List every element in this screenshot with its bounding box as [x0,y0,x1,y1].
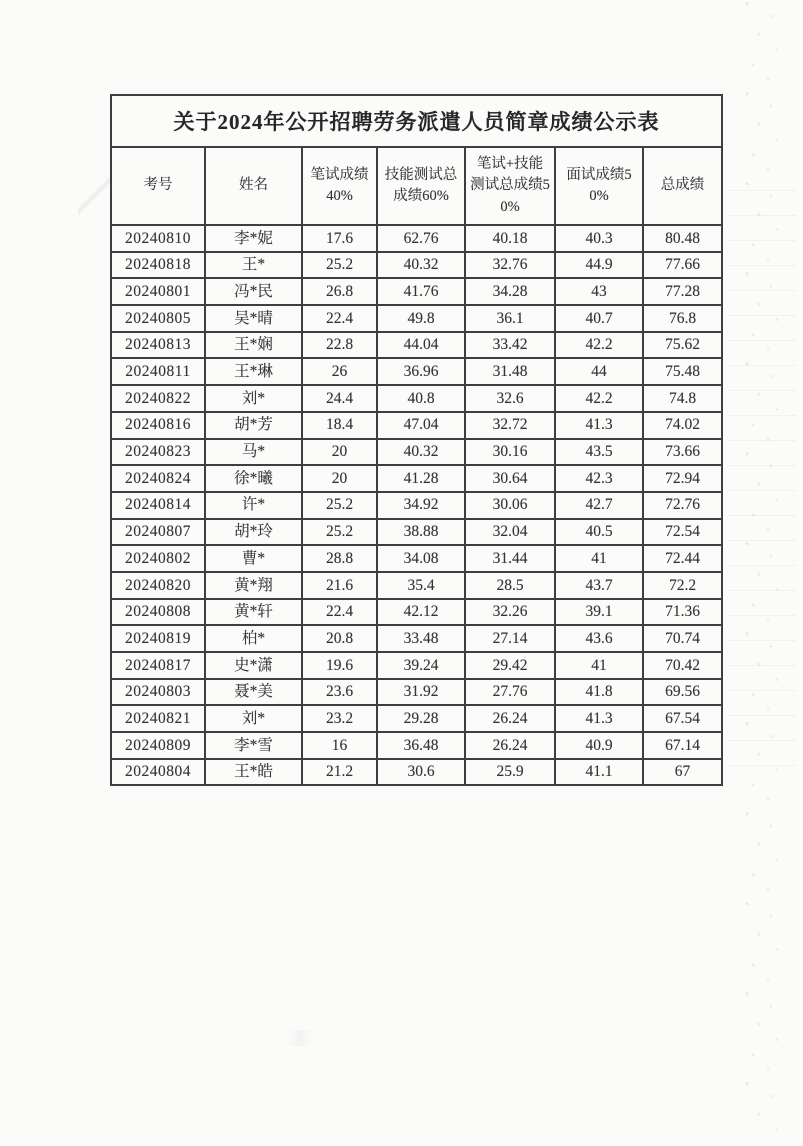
cell-interview-score: 41.3 [555,412,643,439]
cell-name: 吴*晴 [205,305,302,332]
cell-skill-score: 35.4 [377,572,465,599]
cell-skill-score: 33.48 [377,625,465,652]
cell-name: 黄*轩 [205,599,302,626]
cell-written-score: 25.2 [302,252,377,279]
cell-exam-number: 20240816 [111,412,205,439]
table-row [111,625,722,652]
scan-artifact-bottom-smudge [240,1030,360,1046]
cell-exam-number: 20240818 [111,252,205,279]
cell-written-score: 25.2 [302,519,377,546]
cell-skill-score: 41.28 [377,465,465,492]
cell-name: 聂*美 [205,679,302,706]
cell-interview-score: 41.1 [555,759,643,786]
table-row [111,465,722,492]
cell-skill-score: 47.04 [377,412,465,439]
cell-exam-number: 20240820 [111,572,205,599]
cell-skill-score: 62.76 [377,225,465,252]
column-header-total-score: 总成绩 [643,147,722,225]
cell-written-skill-score: 32.26 [465,599,555,626]
cell-exam-number: 20240817 [111,652,205,679]
cell-written-skill-score: 30.06 [465,492,555,519]
cell-interview-score: 39.1 [555,599,643,626]
cell-written-skill-score: 32.6 [465,385,555,412]
table-row [111,278,722,305]
cell-skill-score: 41.76 [377,278,465,305]
cell-written-score: 20 [302,439,377,466]
cell-exam-number: 20240803 [111,679,205,706]
cell-written-skill-score: 26.24 [465,705,555,732]
table-row [111,305,722,332]
cell-name: 史*潇 [205,652,302,679]
cell-total-score: 67.14 [643,732,722,759]
cell-exam-number: 20240819 [111,625,205,652]
cell-name: 刘* [205,705,302,732]
cell-written-score: 20.8 [302,625,377,652]
cell-interview-score: 42.2 [555,385,643,412]
cell-written-score: 22.4 [302,305,377,332]
cell-written-skill-score: 32.72 [465,412,555,439]
table-row [111,759,722,786]
cell-name: 王*琳 [205,358,302,385]
cell-interview-score: 42.3 [555,465,643,492]
cell-skill-score: 29.28 [377,705,465,732]
cell-exam-number: 20240813 [111,332,205,359]
table-row [111,492,722,519]
cell-exam-number: 20240807 [111,519,205,546]
table-row [111,332,722,359]
cell-skill-score: 40.32 [377,439,465,466]
cell-interview-score: 40.9 [555,732,643,759]
cell-interview-score: 42.7 [555,492,643,519]
cell-total-score: 74.8 [643,385,722,412]
cell-skill-score: 34.08 [377,545,465,572]
cell-interview-score: 40.3 [555,225,643,252]
cell-written-skill-score: 30.64 [465,465,555,492]
cell-written-score: 16 [302,732,377,759]
cell-total-score: 72.44 [643,545,722,572]
cell-written-score: 22.4 [302,599,377,626]
cell-interview-score: 43.7 [555,572,643,599]
table-header-row [111,147,722,225]
scan-artifact-right-specks [735,0,801,1140]
column-header-exam-number: 考号 [111,147,205,225]
score-table-body [111,225,722,785]
cell-skill-score: 31.92 [377,679,465,706]
table-row [111,439,722,466]
cell-written-skill-score: 40.18 [465,225,555,252]
column-header-skill-score-60: 技能测试总成绩60% [377,147,465,225]
scan-artifact-left-smudge [78,165,112,225]
cell-written-score: 28.8 [302,545,377,572]
cell-name: 冯*民 [205,278,302,305]
cell-name: 黄*翔 [205,572,302,599]
cell-skill-score: 40.32 [377,252,465,279]
cell-total-score: 77.66 [643,252,722,279]
cell-exam-number: 20240802 [111,545,205,572]
cell-name: 胡*芳 [205,412,302,439]
cell-written-score: 24.4 [302,385,377,412]
cell-total-score: 76.8 [643,305,722,332]
cell-total-score: 72.94 [643,465,722,492]
cell-total-score: 74.02 [643,412,722,439]
cell-exam-number: 20240814 [111,492,205,519]
cell-total-score: 72.54 [643,519,722,546]
cell-written-score: 22.8 [302,332,377,359]
cell-total-score: 69.56 [643,679,722,706]
cell-name: 王*皓 [205,759,302,786]
table-row [111,412,722,439]
cell-written-skill-score: 26.24 [465,732,555,759]
cell-exam-number: 20240822 [111,385,205,412]
cell-interview-score: 41 [555,545,643,572]
cell-skill-score: 34.92 [377,492,465,519]
cell-skill-score: 36.96 [377,358,465,385]
column-header-name: 姓名 [205,147,302,225]
cell-written-skill-score: 31.44 [465,545,555,572]
cell-exam-number: 20240811 [111,358,205,385]
cell-exam-number: 20240804 [111,759,205,786]
cell-interview-score: 43.6 [555,625,643,652]
table-row [111,679,722,706]
cell-skill-score: 39.24 [377,652,465,679]
table-row [111,252,722,279]
table-row [111,572,722,599]
cell-written-score: 21.6 [302,572,377,599]
cell-total-score: 73.66 [643,439,722,466]
cell-written-skill-score: 32.76 [465,252,555,279]
cell-written-score: 19.6 [302,652,377,679]
cell-written-score: 23.6 [302,679,377,706]
table-row [111,358,722,385]
table-title-row [111,95,722,147]
cell-name: 柏* [205,625,302,652]
column-header-written-skill-50: 笔试+技能测试总成绩50% [465,147,555,225]
cell-interview-score: 44 [555,358,643,385]
cell-skill-score: 49.8 [377,305,465,332]
cell-written-skill-score: 27.14 [465,625,555,652]
cell-written-skill-score: 29.42 [465,652,555,679]
cell-written-score: 18.4 [302,412,377,439]
cell-written-score: 25.2 [302,492,377,519]
cell-interview-score: 40.7 [555,305,643,332]
cell-interview-score: 44.9 [555,252,643,279]
cell-exam-number: 20240805 [111,305,205,332]
cell-name: 王* [205,252,302,279]
cell-total-score: 67.54 [643,705,722,732]
table-row [111,652,722,679]
cell-written-score: 23.2 [302,705,377,732]
cell-exam-number: 20240801 [111,278,205,305]
scan-artifact-right-streaks [728,190,796,790]
cell-exam-number: 20240809 [111,732,205,759]
cell-total-score: 80.48 [643,225,722,252]
table-row [111,225,722,252]
cell-written-skill-score: 34.28 [465,278,555,305]
cell-exam-number: 20240821 [111,705,205,732]
cell-total-score: 71.36 [643,599,722,626]
cell-exam-number: 20240810 [111,225,205,252]
cell-skill-score: 42.12 [377,599,465,626]
cell-total-score: 70.74 [643,625,722,652]
cell-written-skill-score: 31.48 [465,358,555,385]
cell-interview-score: 40.5 [555,519,643,546]
cell-written-skill-score: 36.1 [465,305,555,332]
cell-name: 许* [205,492,302,519]
cell-total-score: 72.2 [643,572,722,599]
cell-total-score: 75.48 [643,358,722,385]
cell-written-skill-score: 33.42 [465,332,555,359]
cell-interview-score: 41 [555,652,643,679]
cell-name: 胡*玲 [205,519,302,546]
cell-total-score: 75.62 [643,332,722,359]
cell-total-score: 72.76 [643,492,722,519]
table-row [111,732,722,759]
cell-written-skill-score: 27.76 [465,679,555,706]
cell-written-score: 17.6 [302,225,377,252]
cell-name: 刘* [205,385,302,412]
cell-written-skill-score: 30.16 [465,439,555,466]
cell-interview-score: 42.2 [555,332,643,359]
cell-total-score: 67 [643,759,722,786]
cell-name: 王*娴 [205,332,302,359]
cell-interview-score: 43.5 [555,439,643,466]
cell-name: 曹* [205,545,302,572]
cell-exam-number: 20240824 [111,465,205,492]
cell-skill-score: 30.6 [377,759,465,786]
cell-name: 马* [205,439,302,466]
cell-name: 徐*曦 [205,465,302,492]
cell-total-score: 77.28 [643,278,722,305]
score-publicity-table [110,94,723,786]
cell-skill-score: 36.48 [377,732,465,759]
table-row [111,705,722,732]
cell-interview-score: 43 [555,278,643,305]
column-header-interview-score-50: 面试成绩50% [555,147,643,225]
cell-written-skill-score: 25.9 [465,759,555,786]
cell-interview-score: 41.3 [555,705,643,732]
table-row [111,519,722,546]
cell-skill-score: 40.8 [377,385,465,412]
cell-written-score: 26 [302,358,377,385]
cell-written-score: 26.8 [302,278,377,305]
cell-exam-number: 20240808 [111,599,205,626]
cell-skill-score: 38.88 [377,519,465,546]
table-row [111,545,722,572]
cell-exam-number: 20240823 [111,439,205,466]
cell-skill-score: 44.04 [377,332,465,359]
page-title: 关于2024年公开招聘劳务派遣人员简章成绩公示表 [111,95,722,147]
cell-written-score: 20 [302,465,377,492]
cell-name: 李*妮 [205,225,302,252]
column-header-written-score-40: 笔试成绩40% [302,147,377,225]
cell-written-skill-score: 32.04 [465,519,555,546]
cell-total-score: 70.42 [643,652,722,679]
table-row [111,599,722,626]
cell-written-score: 21.2 [302,759,377,786]
table-row [111,385,722,412]
cell-written-skill-score: 28.5 [465,572,555,599]
cell-interview-score: 41.8 [555,679,643,706]
cell-name: 李*雪 [205,732,302,759]
